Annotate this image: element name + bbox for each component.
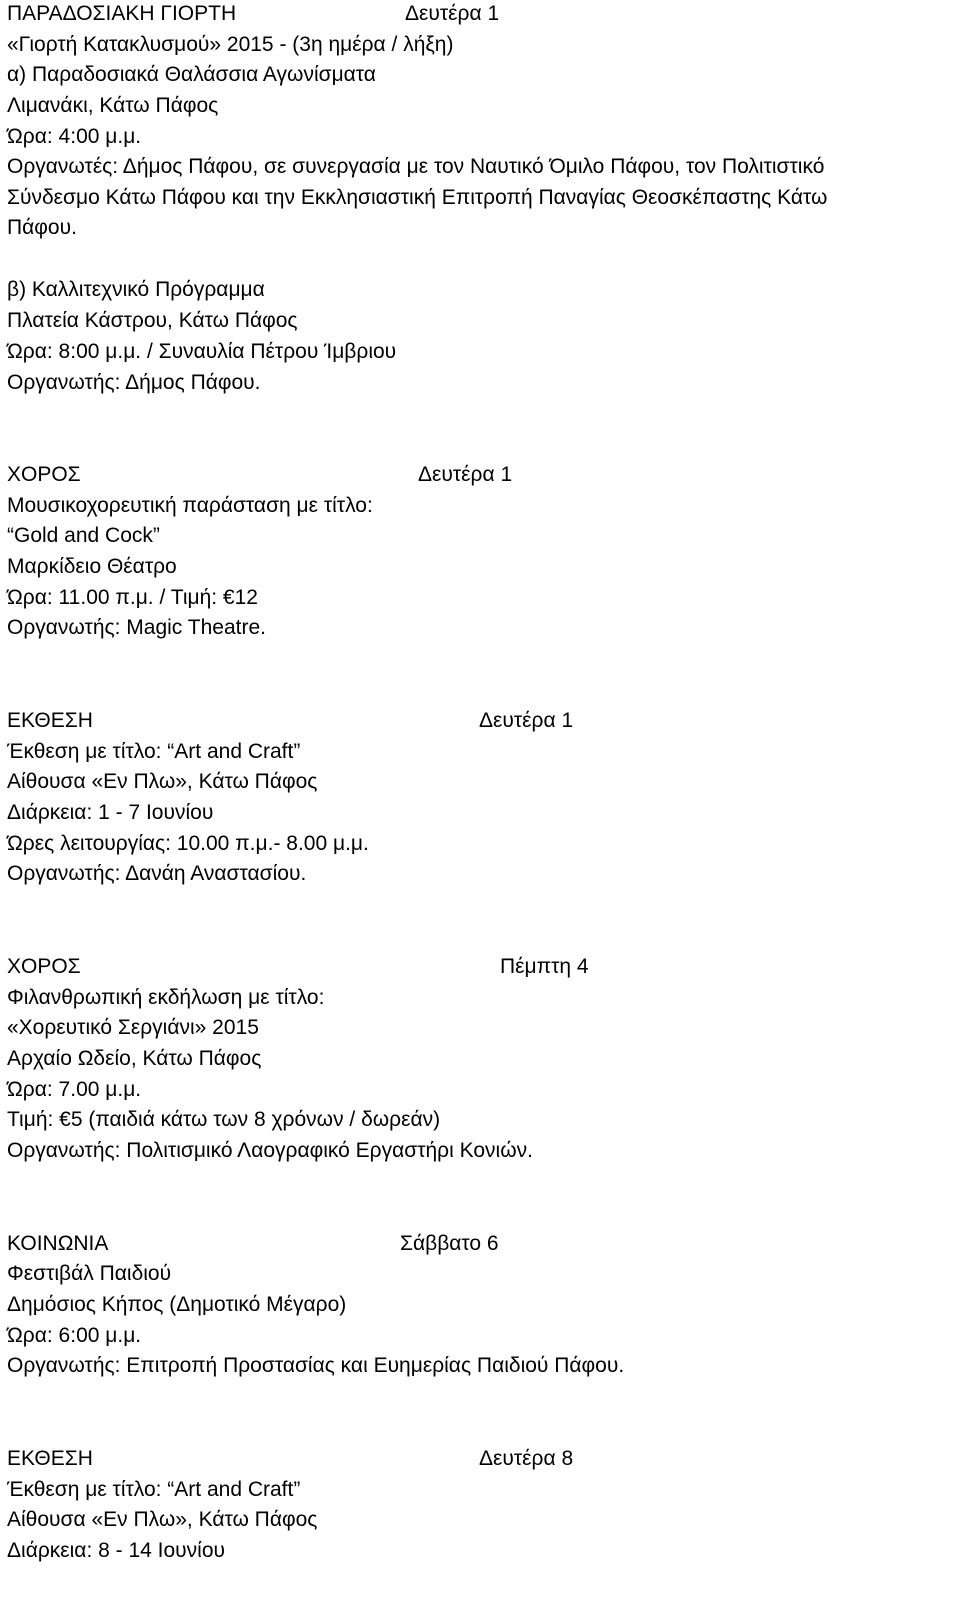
event-line: β) Καλλιτεχνικό Πρόγραμμα	[7, 278, 265, 301]
event-day: Πέμπτη 4	[500, 955, 589, 978]
event-day: Σάββατο 6	[400, 1232, 499, 1255]
event-category: ΧΟΡΟΣ	[7, 955, 81, 978]
event-line: Ώρα: 11.00 π.μ. / Τιμή: €12	[7, 586, 258, 609]
event-line: Οργανωτής: Δήμος Πάφου.	[7, 371, 261, 394]
event-category: ΚΟΙΝΩΝΙΑ	[7, 1232, 109, 1255]
event-day: Δευτέρα 8	[479, 1447, 574, 1470]
event-line: Σύνδεσμο Κάτω Πάφου και την Εκκλησιαστική Επιτροπή Παναγίας Θεοσκέπαστης Κάτω	[7, 186, 828, 209]
event-line: Ώρα: 7.00 μ.μ.	[7, 1078, 142, 1101]
event-category: ΠΑΡΑΔΟΣΙΑΚΗ ΓΙΟΡΤΗ	[7, 2, 237, 25]
event-line: Μαρκίδειο Θέατρο	[7, 555, 177, 578]
event-line: Διάρκεια: 8 - 14 Ιουνίου	[7, 1539, 225, 1562]
event-line: Λιμανάκι, Κάτω Πάφος	[7, 94, 219, 117]
event-line: «Γιορτή Κατακλυσμού» 2015 - (3η ημέρα / λήξη)	[7, 33, 454, 56]
event-line: Δημόσιος Κήπος (Δημοτικό Μέγαρο)	[7, 1293, 347, 1316]
event-line: Αίθουσα «Εν Πλω», Κάτω Πάφος	[7, 1508, 318, 1531]
event-line: Πάφου.	[7, 216, 77, 239]
event-line: Οργανωτής: Magic Theatre.	[7, 616, 266, 639]
event-category: ΕΚΘΕΣΗ	[7, 1447, 93, 1470]
event-line: Οργανωτής: Πολιτισμικό Λαογραφικό Εργαστήρι Κονιών.	[7, 1139, 533, 1162]
event-line: Πλατεία Κάστρου, Κάτω Πάφος	[7, 309, 298, 332]
event-line: Φεστιβάλ Παιδιού	[7, 1262, 172, 1285]
event-line: Οργανωτής: Επιτροπή Προστασίας και Ευημερίας Παιδιού Πάφου.	[7, 1354, 625, 1377]
event-line: Διάρκεια: 1 - 7 Ιουνίου	[7, 801, 214, 824]
event-line: Ώρες λειτουργίας: 10.00 π.μ.- 8.00 μ.μ.	[7, 832, 369, 855]
event-line: Αρχαίο Ωδείο, Κάτω Πάφος	[7, 1047, 262, 1070]
event-day: Δευτέρα 1	[479, 709, 574, 732]
event-line: Έκθεση με τίτλο: “Art and Craft”	[7, 1478, 301, 1501]
event-line: Μουσικοχορευτική παράσταση με τίτλο:	[7, 494, 373, 517]
event-line: Φιλανθρωπική εκδήλωση με τίτλο:	[7, 986, 325, 1009]
event-line: Ώρα: 6:00 μ.μ.	[7, 1324, 142, 1347]
event-line: «Χορευτικό Σεργιάνι» 2015	[7, 1016, 259, 1039]
event-category: ΧΟΡΟΣ	[7, 463, 81, 486]
event-line: Έκθεση με τίτλο: “Art and Craft”	[7, 740, 301, 763]
event-line: Ώρα: 8:00 μ.μ. / Συναυλία Πέτρου Ίμβριου	[7, 340, 397, 363]
event-day: Δευτέρα 1	[405, 2, 500, 25]
event-line: Οργανωτές: Δήμος Πάφου, σε συνεργασία με τον Ναυτικό Όμιλο Πάφου, τον Πολιτιστικό	[7, 155, 825, 178]
event-line: “Gold and Cock”	[7, 524, 160, 547]
event-day: Δευτέρα 1	[418, 463, 513, 486]
event-line: Ώρα: 4:00 μ.μ.	[7, 125, 142, 148]
event-line: α) Παραδοσιακά Θαλάσσια Αγωνίσματα	[7, 63, 376, 86]
event-line: Τιμή: €5 (παιδιά κάτω των 8 χρόνων / δωρεάν)	[7, 1108, 441, 1131]
event-category: ΕΚΘΕΣΗ	[7, 709, 93, 732]
event-line: Αίθουσα «Εν Πλω», Κάτω Πάφος	[7, 770, 318, 793]
event-line: Οργανωτής: Δανάη Αναστασίου.	[7, 862, 307, 885]
